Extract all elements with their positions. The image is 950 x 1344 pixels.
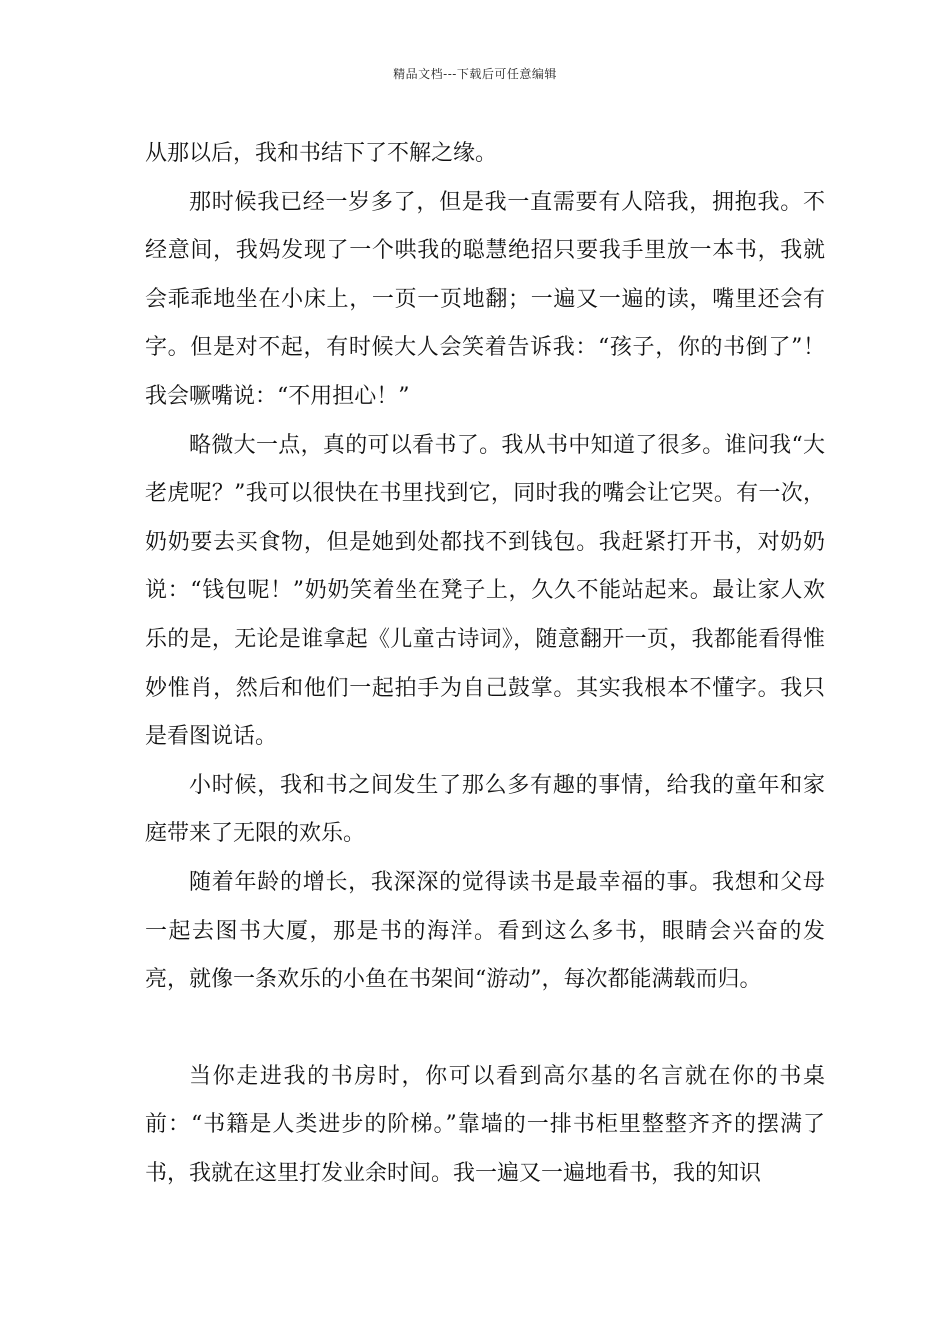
paragraph-2: 那时候我已经一岁多了，但是我一直需要有人陪我，拥抱我。不经意间，我妈发现了一个哄我的聪慧绝招只要我手里放一本书，我就会乖乖地坐在小床上，一页一页地翻；一遍又一遍的读，嘴里还会有字。但是对不起，有时候大人会笑着告诉我：“孩子，你的书倒了”！我会噘嘴说：“不用担心！” — [145, 189, 825, 409]
page-header: 精品文档---下载后可任意编辑 — [393, 67, 557, 81]
paragraph-4: 小时候，我和书之间发生了那么多有趣的事情，给我的童年和家庭带来了无限的欢乐。 — [145, 772, 825, 847]
paragraph-1: 从那以后，我和书结下了不解之缘。 — [145, 141, 498, 166]
paragraph-gap — [145, 1005, 825, 1053]
paragraph-3: 略微大一点，真的可以看书了。我从书中知道了很多。谁问我“大老虎呢？”我可以很快在书里找到它，同时我的嘴会让它哭。有一次，奶奶要去买食物，但是她到处都找不到钱包。我赶紧打开书，对奶奶说：“钱包呢！”奶奶笑着坐在凳子上，久久不能站起来。最让家人欢乐的是，无论是谁拿起《儿童古诗词》，随意翻开一页，我都能看得惟妙惟肖，然后和他们一起拍手为自己鼓掌。其实我根本不懂字。我只是看图说话。 — [145, 432, 825, 750]
paragraph-5: 随着年龄的增长，我深深的觉得读书是最幸福的事。我想和父母一起去图书大厦，那是书的海洋。看到这么多书，眼睛会兴奋的发亮，就像一条欢乐的小鱼在书架间“游动”，每次都能满载而归。 — [145, 869, 825, 993]
document-body — [145, 130, 825, 1198]
paragraph-6: 当你走进我的书房时，你可以看到高尔基的名言就在你的书桌前：“书籍是人类进步的阶梯。”靠墙的一排书柜里整整齐齐的摆满了书，我就在这里打发业余时间。我一遍又一遍地看书，我的知识 — [145, 1063, 825, 1186]
